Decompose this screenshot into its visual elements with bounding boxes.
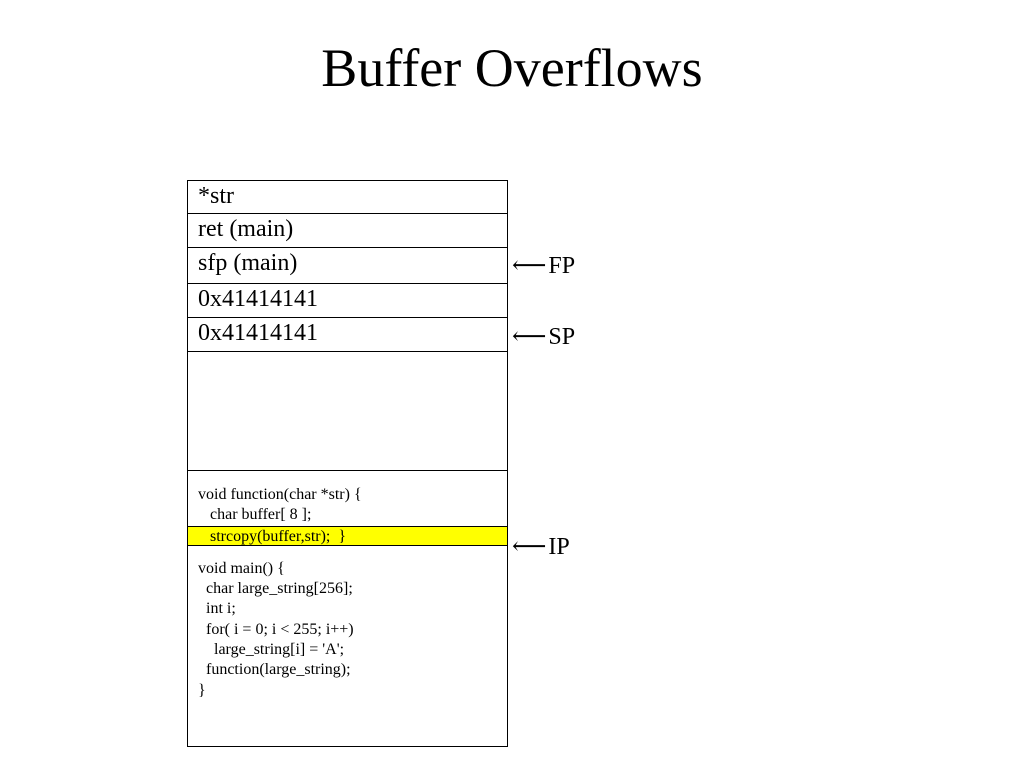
stack-cell-str: *str bbox=[188, 181, 507, 214]
frame-pointer-marker bbox=[512, 252, 575, 280]
code-line: void function(char *str) { bbox=[198, 486, 362, 503]
frame-pointer-label: FP bbox=[548, 253, 576, 279]
code-line: } bbox=[198, 681, 206, 699]
stack-pointer-marker bbox=[512, 323, 575, 351]
code-listing bbox=[188, 471, 507, 746]
left-arrow-icon: ⟵ bbox=[512, 253, 547, 279]
page-title: Buffer Overflows bbox=[321, 38, 703, 98]
instruction-pointer-marker bbox=[512, 533, 570, 561]
stack-cell-empty bbox=[188, 352, 507, 471]
instruction-pointer-label: IP bbox=[548, 534, 570, 560]
code-line: void main() { bbox=[198, 559, 285, 577]
code-line: char buffer[ 8 ]; bbox=[198, 506, 312, 524]
code-line: int i; bbox=[198, 600, 236, 618]
stack-cell-sfp: sfp (main) bbox=[188, 248, 507, 284]
left-arrow-icon: ⟵ bbox=[512, 324, 547, 350]
stack-pointer-label: SP bbox=[548, 324, 576, 350]
code-line-highlighted: strcopy(buffer,str); } bbox=[188, 526, 507, 546]
stack-diagram bbox=[187, 180, 508, 747]
stack-cell-buffer-lower: 0x41414141 bbox=[188, 318, 507, 352]
code-line: for( i = 0; i < 255; i++) bbox=[198, 620, 354, 638]
code-line: large_string[i] = 'A'; bbox=[198, 641, 345, 659]
code-gap bbox=[188, 546, 507, 559]
stack-cell-buffer-upper: 0x41414141 bbox=[188, 284, 507, 318]
left-arrow-icon: ⟵ bbox=[512, 534, 547, 560]
stack-cell-ret: ret (main) bbox=[188, 214, 507, 248]
code-line: function(large_string); bbox=[198, 661, 351, 679]
code-line: char large_string[256]; bbox=[198, 580, 353, 598]
